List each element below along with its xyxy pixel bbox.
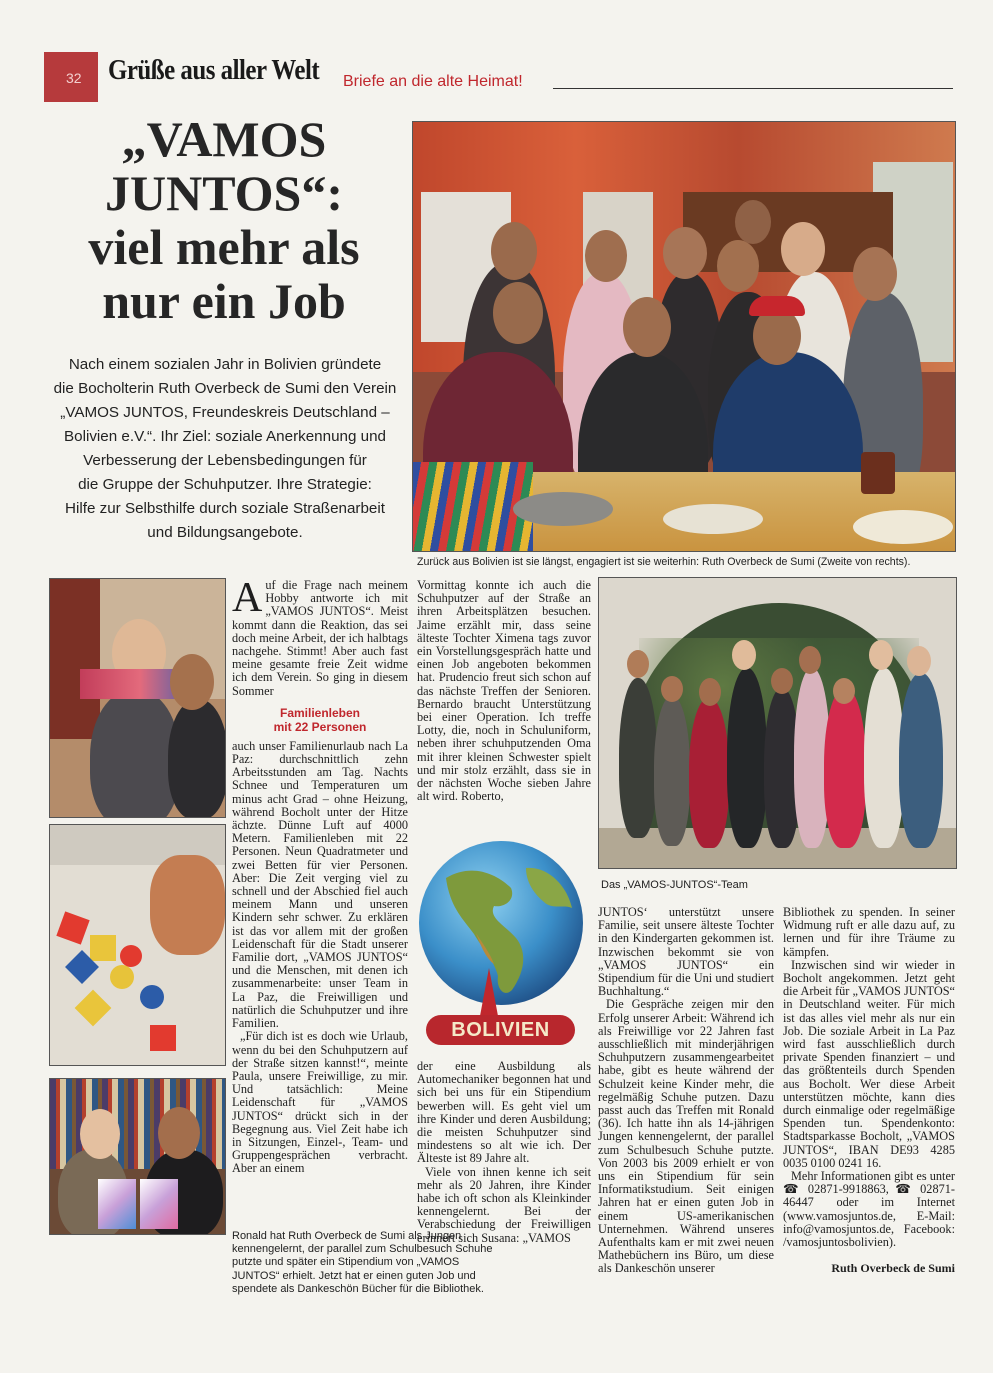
paragraph: Vormittag konnte ich auch die Schuhputzer auf der Straße an ihren Arbeitsplätzen besuchen. Jaime erzählt mir, dass seine älteste Tochter Ximena tags zuvor ein Vorstellungsgespräch hatte und einen Job angeboten bekommen hat. Prudencio freut sich schon auf das nächste Treffen der Senioren. Bernardo braucht Unterstützung bei einer Operation. Ich treffe Lotty, die, noch in Schuluniform, neben ihrer schuhputzenden Oma mit ihrer kleinen Schwester spielt und mir stolz erzählt, dass sie in der nächsten Woche sieben Jahre alt wird. Roberto, (417, 578, 591, 804)
person (689, 698, 729, 848)
lead-line: Hilfe zur Selbsthilfe durch soziale Straßenarbeit (65, 500, 385, 517)
subheading (232, 706, 408, 734)
headline-line-2: JUNTOS“: (104, 165, 343, 221)
section-title: Grüße aus aller Welt (108, 54, 320, 86)
person-head (158, 1107, 200, 1159)
globe-label: BOLIVIEN (426, 1015, 575, 1045)
lead-line: Bolivien e.V.“. Ihr Ziel: soziale Anerkennung und (64, 428, 386, 445)
globe-graphic (416, 838, 586, 1008)
lead-line: und Bildungsangebote. (147, 524, 303, 541)
person-head (585, 230, 627, 282)
paragraph: Bibliothek zu spenden. In seiner Widmung ruft er alle dazu auf, zu lernen und für ihre Träume zu kämpfen. (783, 905, 955, 959)
photo-plate (853, 510, 953, 544)
article-column-4 (783, 906, 955, 1276)
person-head (491, 222, 537, 280)
paragraph-text: uf die Frage nach meinem Hobby antworte ich mit „VAMOS JUNTOS“. Meist kommt dann die Reaktion, das sei doch meine Arbeit, der ich halbtags nachgehe. Stimmt! Aber auch fast meine gesamte freie Zeit widme ich dem Verein. So ging in diesem Sommer (232, 578, 408, 698)
person-head (732, 640, 756, 670)
person-head (735, 200, 771, 244)
main-photo-caption: Zurück aus Bolivien ist sie längst, engagiert ist sie weiterhin: Ruth Overbeck de Sumi (Zweite von rechts). (417, 556, 911, 568)
lead-line: Verbesserung der Lebensbedingungen für (83, 452, 367, 469)
subheading-line: mit 22 Personen (273, 719, 367, 734)
lead-line: die Bocholterin Ruth Overbeck de Sumi den Verein (53, 380, 397, 397)
person-head (493, 282, 543, 344)
person (168, 699, 226, 818)
header-rule (553, 88, 953, 89)
headline-line-1: „VAMOS (121, 111, 327, 167)
paragraph: Inzwischen sind wir wieder in Bocholt angekommen. Jetzt geht die Arbeit für „VAMOS JUNTOS“ in Deutschland weiter. Für mich ist das alles viel mehr als nur ein Job. Die soziale Arbeit in La Paz wird fast ausschließlich durch private Spenden finanziert – und das größtenteils durch Spenden aus Bocholt. Wer diese Arbeit unterstützen möchte, kann dies durch einmalige oder regelmäßige Spenden tun. Spendenkonto: Stadtsparkasse Bocholt, „VAMOS JUNTOS“, IBAN DE93 4285 0035 0100 0241 16. (783, 957, 955, 1170)
photo-bowl (513, 492, 613, 526)
shape (150, 1025, 176, 1051)
article-column-3 (598, 906, 774, 1276)
person-head (663, 227, 707, 279)
headline (48, 112, 400, 328)
person-head (699, 678, 721, 706)
lead-line: Nach einem sozialen Jahr in Bolivien gründete (68, 356, 382, 373)
ronald-photo-caption: Ronald hat Ruth Overbeck de Sumi als Jungen kennengelernt, der parallel zum Schulbesuch Schuhe putzte und später ein Stipendium von „VAMOS JUNTOS“ erhielt. Jetzt hat er einen guten Job und spendete als Dankeschön Bücher für die Bibliothek. (232, 1230, 493, 1295)
photo-plate (663, 504, 763, 534)
person (619, 678, 657, 838)
person-head (781, 222, 825, 276)
paragraph: der eine Ausbildung als Automechaniker begonnen hat und sich bei uns für ein Stipendium bewerben will. Es geht viel um ihre Kinder und deren Ausbildung; die meisten Schuhputzer sind mindestens so alt wie ich. Der Älteste ist 89 Jahre alt. (417, 1059, 591, 1166)
paragraph: Die Gespräche zeigen mir den Erfolg unserer Arbeit: Während ich als Freiwillige vor 22 Jahren fast ausschließlich mit minderjährigen Schuhputzern zusammengearbeitet habe, gibt es heute während der Schulzeit keine Kinder mehr, die regelmäßig Schuhe putzen. Dazu passt auch das Treffen mit Ronald (36). Ich hatte ihn als 14-jährigen Jungen kennengelernt, der parallel zum Schulbesuch Schuhe putzte. Von 2003 bis 2009 erhielt er von uns ein Stipendium für sein Informatikstudium. Seit einigen Jahren hat er einen guten Job in einem US-amerikanischen Unternehmen. Während unseres Aufenthalts kam er mit zwei neuen Mathebüchern ins Büro, um diese als Dankeschön unserer (598, 997, 774, 1276)
photo-hand (150, 855, 225, 955)
subheading-line: Familienleben (279, 705, 361, 720)
photo-shapes (49, 824, 226, 1066)
section-subtitle: Briefe an die alte Heimat! (343, 73, 523, 90)
person-head (627, 650, 649, 678)
paragraph: Viele von ihnen kenne ich seit mehr als 20 Jahren, ihre Kinder habe ich oft schon als Kleinkinder kennengelernt. Bei der Verabschiedung der Freiwilligen erinnert sich Susana: „VAMOS (417, 1164, 591, 1245)
person-head (717, 240, 759, 292)
lead-line: „VAMOS JUNTOS, Freundeskreis Deutschland – (60, 404, 390, 421)
person (899, 673, 943, 848)
person-head (170, 654, 214, 710)
person-head (661, 676, 683, 702)
headline-line-4: nur ein Job (102, 273, 346, 329)
shape (140, 985, 164, 1009)
person-head (833, 678, 855, 704)
person-head (869, 640, 893, 670)
photo-girls (49, 578, 226, 818)
shape (110, 965, 134, 989)
drop-cap: A (232, 575, 263, 621)
page-number-tab (44, 52, 98, 102)
team-photo-caption: Das „VAMOS-JUNTOS“-Team (601, 879, 748, 891)
paragraph: „Für dich ist es doch wie Urlaub, wenn du bei den Schuhputzern auf der Straße sitzen kannst!“, meinte Paula, unsere Freiwillige, zu mir. Und tatsächlich: Meine Leidenschaft für „VAMOS JUNTOS“ drückt sich in der Begegnung aus. Viel Zeit habe ich in Sitzungen, Einzel-, Team- und Gruppengesprächen verbracht. Aber an einem (232, 1029, 408, 1176)
photo-book (140, 1179, 178, 1229)
person (824, 688, 866, 848)
globe-icon (416, 838, 586, 1008)
photo-door (50, 579, 100, 739)
person-head (853, 247, 897, 301)
person-head (907, 646, 931, 676)
lead-line: die Gruppe der Schuhputzer. Ihre Strategie: (78, 476, 372, 493)
person-head (623, 297, 671, 357)
person (727, 668, 767, 848)
shape (120, 945, 142, 967)
author-signature: Ruth Overbeck de Sumi (831, 1261, 955, 1276)
lead-paragraph (44, 353, 406, 545)
article-column-2 (417, 579, 591, 803)
photo-ronald (49, 1078, 226, 1235)
photo-book (98, 1179, 136, 1229)
person (90, 689, 180, 818)
person-head (80, 1109, 120, 1159)
team-photo-group (598, 577, 957, 869)
red-cap (749, 296, 805, 316)
article-column-1 (232, 575, 408, 1176)
main-photo-group (412, 121, 956, 552)
person-head (799, 646, 821, 674)
paragraph: auch unser Familienurlaub nach La Paz: durchschnittlich zehn Arbeitsstunden am Tag. Nachts Schnee und Temperaturen um minus acht Grad – ohne Heizung, während Bocholt unter der Hitze ächzte. Dünne Luft auf 4000 Metern. Familienleben mit 22 Personen. Neun Quadratmeter und zwei Betten für vier Personen. Aber: Die Zeit verging viel zu schnell und der Abschied fiel auch meinem Mann und unseren Kindern sehr schwer. Zu erklären ist das vor allem mit der großen Leidenschaft für die Stadt unserer Familie dort, „VAMOS JUNTOS“ und die Menschen, mit denen ich zusammenarbeite: unser Team in La Paz, die Freiwilligen und natürlich die Schuhputzer und ihre Familien. (232, 738, 408, 1031)
paragraph: JUNTOS‘ unterstützt unsere Familie, seit unsere älteste Tochter in den Kindergarten gekommen ist. Inzwischen bekommt sie von „VAMOS JUNTOS“ ein Stipendium für die Uni und studiert Buchhaltung.“ (598, 905, 774, 999)
paragraph (232, 575, 408, 698)
person (864, 668, 904, 848)
headline-line-3: viel mehr als (88, 219, 360, 275)
globe-pointer (480, 968, 498, 1016)
shape (90, 935, 116, 961)
page-number: 32 (66, 70, 82, 86)
photo-jar (861, 452, 895, 494)
person-head (771, 668, 793, 694)
person (654, 696, 690, 846)
article-column-2-lower (417, 1060, 591, 1245)
paragraph: Mehr Informationen gibt es unter ☎ 02871-9918863, ☎ 02871-46447 oder im Internet (www.vamosjuntos.de, E-Mail: info@vamosjuntos.de, Facebook: /vamosjuntosbolivien). (783, 1169, 955, 1250)
